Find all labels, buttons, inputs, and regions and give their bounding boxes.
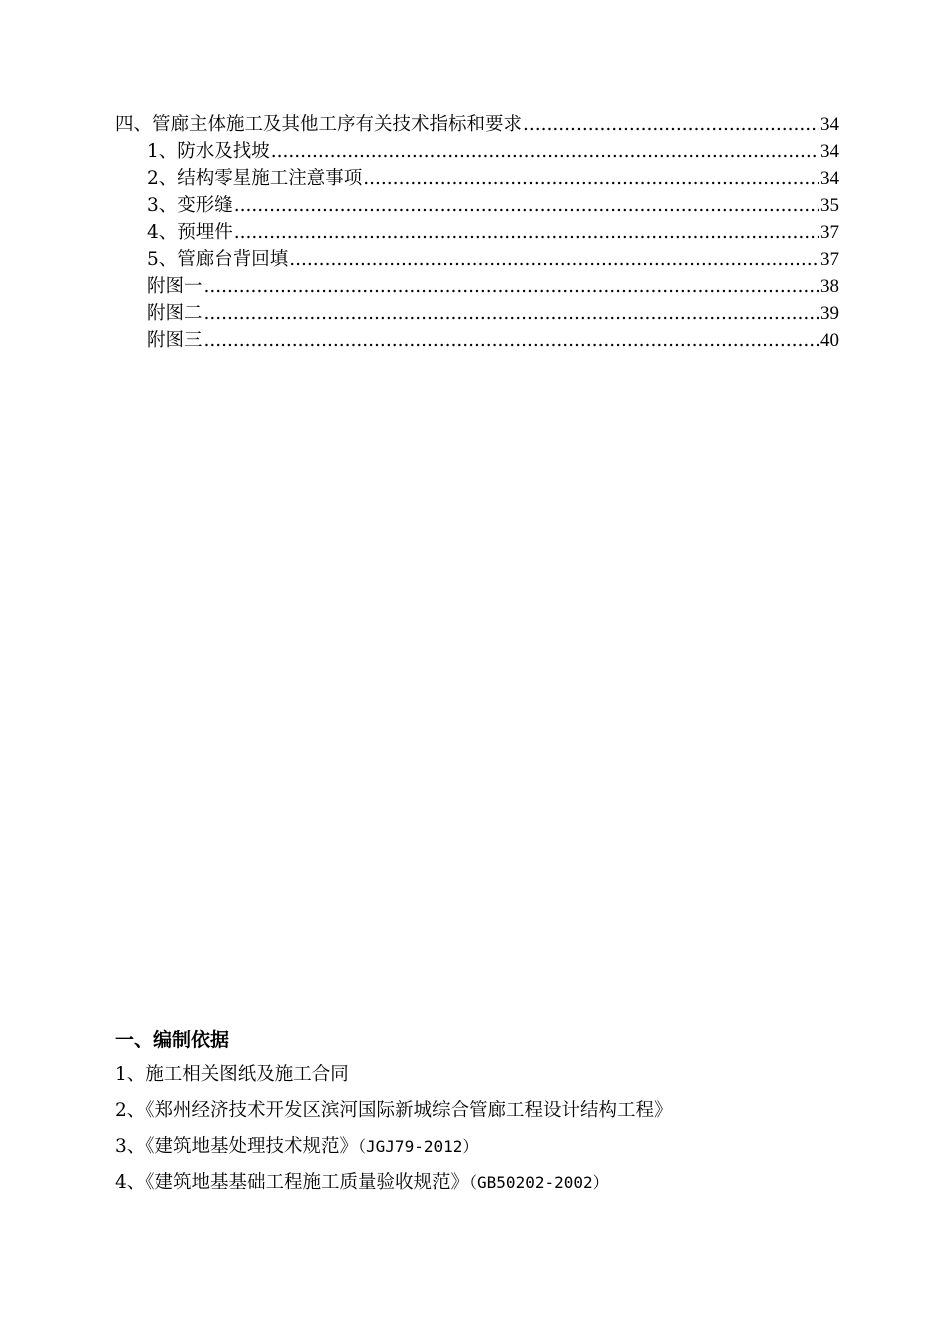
compilation-basis-section: [115, 1023, 855, 1201]
basis-item-text: 3、《建筑地基处理技术规范》: [115, 1136, 359, 1157]
table-of-contents: [115, 111, 839, 354]
toc-entry-page: 34: [820, 141, 839, 162]
basis-item: [115, 1093, 855, 1129]
toc-entry-section-4[interactable]: [115, 111, 839, 138]
toc-entry-label: 1、防水及找坡: [147, 141, 270, 162]
toc-entry-deformation-joint[interactable]: [115, 192, 839, 219]
toc-entry-page: 37: [820, 249, 839, 270]
toc-entry-label: 附图二: [147, 303, 203, 324]
toc-entry-label: 4、预埋件: [147, 222, 233, 243]
toc-dot-leader: [204, 273, 819, 300]
toc-entry-embedded-parts[interactable]: [115, 219, 839, 246]
basis-item-text: 1、施工相关图纸及施工合同: [115, 1064, 349, 1085]
toc-dot-leader: [363, 165, 819, 192]
toc-entry-label: 5、管廊台背回填: [147, 249, 289, 270]
toc-entry-appendix-1[interactable]: [115, 273, 839, 300]
toc-entry-page: 35: [820, 195, 839, 216]
toc-entry-waterproofing[interactable]: [115, 138, 839, 165]
section-heading: 一、编制依据: [115, 1029, 230, 1051]
basis-item-text: 2、《郑州经济技术开发区滨河国际新城综合管廊工程设计结构工程》: [115, 1100, 673, 1121]
basis-item-text: 4、《建筑地基基础工程施工质量验收规范》: [115, 1172, 470, 1193]
basis-item: [115, 1129, 855, 1165]
toc-dot-leader: [523, 111, 819, 138]
toc-entry-label: 附图一: [147, 276, 203, 297]
toc-entry-appendix-2[interactable]: [115, 300, 839, 327]
toc-entry-page: 37: [820, 222, 839, 243]
toc-dot-leader: [204, 300, 819, 327]
toc-dot-leader: [289, 246, 819, 273]
toc-entry-page: 39: [820, 303, 839, 324]
toc-entry-appendix-3[interactable]: [115, 327, 839, 354]
basis-item: [115, 1057, 855, 1093]
toc-dot-leader: [234, 219, 819, 246]
standard-code: （GB50202-2002）: [469, 1173, 609, 1192]
basis-item: [115, 1165, 855, 1201]
toc-dot-leader: [204, 327, 819, 354]
toc-entry-page: 34: [820, 168, 839, 189]
toc-entry-label: 3、变形缝: [147, 195, 233, 216]
toc-entry-page: 38: [820, 276, 839, 297]
toc-entry-label: 2、结构零星施工注意事项: [147, 168, 363, 189]
toc-dot-leader: [234, 192, 819, 219]
toc-dot-leader: [271, 138, 819, 165]
toc-entry-label: 四、管廊主体施工及其他工序有关技术指标和要求: [115, 114, 523, 135]
toc-entry-page: 40: [820, 330, 839, 351]
toc-entry-page: 34: [820, 114, 839, 135]
toc-entry-structure-notes[interactable]: [115, 165, 839, 192]
toc-entry-backfill[interactable]: [115, 246, 839, 273]
toc-entry-label: 附图三: [147, 330, 203, 351]
standard-code: （JGJ79-2012）: [358, 1137, 479, 1156]
